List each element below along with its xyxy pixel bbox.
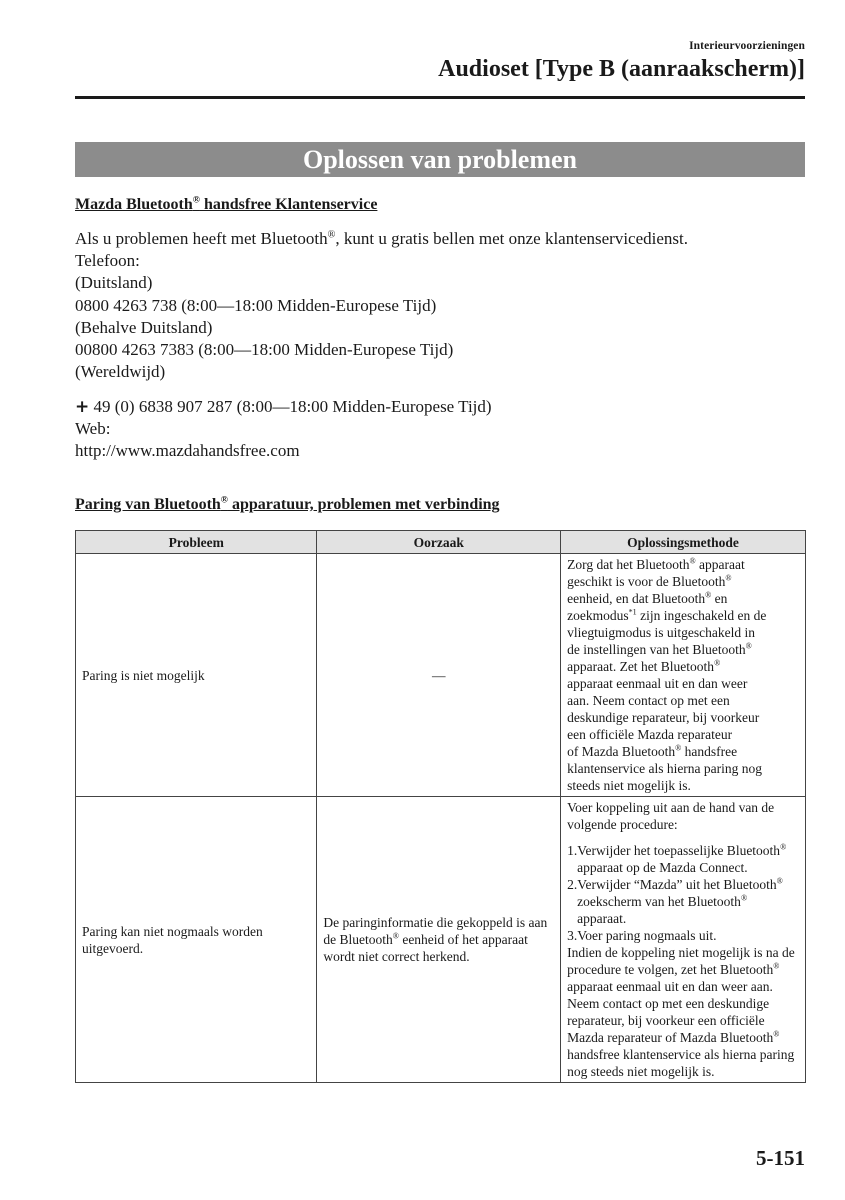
- solution-cell: Zorg dat het Bluetooth® apparaat geschikt is voor de Bluetooth® eenheid, en dat Bluetooth® en zoekmodus$^{*1}$ zijn ingeschakeld en de vliegtuigmodus is uitgeschakeld in de instellingen van het Bluetooth® apparaat. Zet het Bluetooth® apparaat eenmaal uit en dan weer aan. Neem contact op met een deskundige reparateur, bij voorkeur een officiële Mazda reparateur of Mazda Bluetooth® handsfree klantenservice als hierna paring nog steeds niet mogelijk is.: [561, 554, 806, 797]
- table-header-row: [76, 531, 806, 554]
- phone-outside-germany: 00800 4263 7383 (8:00—18:00 Midden-Europese Tijd): [75, 340, 454, 360]
- solution-step: 2.Verwijder “Mazda” uit het Bluetooth® zoekscherm van het Bluetooth® apparaat.: [567, 876, 783, 926]
- chapter-title: Interieurvoorzieningen: [689, 40, 805, 52]
- troubleshooting-table: [75, 530, 806, 1083]
- region-germany: (Duitsland): [75, 273, 153, 293]
- column-header-problem: Probleem: [76, 531, 317, 554]
- web-label: Web:: [75, 419, 111, 439]
- banner-title: Oplossen van problemen: [302, 144, 577, 174]
- column-header-cause: Oorzaak: [317, 531, 561, 554]
- region-outside-germany: (Behalve Duitsland): [75, 317, 213, 337]
- page-number: 5-151: [756, 1146, 805, 1170]
- service-web-block: [75, 396, 810, 463]
- page-banner: [75, 142, 805, 177]
- header-rule: [75, 96, 805, 99]
- problem-cell: Paring is niet mogelijk: [76, 554, 317, 797]
- problem-cell: Paring kan niet nogmaals worden uitgevoerd.: [76, 797, 317, 1083]
- table-row: [76, 797, 806, 1083]
- phone-germany: 0800 4263 738 (8:00—18:00 Midden-Europese Tijd): [75, 295, 437, 315]
- service-contact-block: [75, 228, 810, 383]
- service-heading: Mazda Bluetooth® handsfree Klantenservice: [75, 194, 378, 213]
- region-worldwide: (Wereldwijd): [75, 362, 166, 382]
- solution-outro: Indien de koppeling niet mogelijk is na de procedure te volgen, zet het Bluetooth® apparaat eenmaal uit en dan weer aan. Neem contact op met een deskundige reparateur, bij voorkeur een officiële Mazda reparateur of Mazda Bluetooth® handsfree klantenservice als hierna paring nog steeds niet mogelijk is.: [567, 945, 795, 1079]
- phone-worldwide: + 49 (0) 6838 907 287 (8:00—18:00 Midden-Europese Tijd): [75, 397, 492, 417]
- solution-cell: [561, 797, 806, 1083]
- phone-label: Telefoon:: [75, 251, 140, 271]
- web-url: http://www.mazdahandsfree.com: [75, 441, 300, 461]
- cause-cell: —: [317, 554, 561, 797]
- section-title: Audioset [Type B (aanraakscherm)]: [438, 56, 805, 82]
- column-header-solution: Oplossingsmethode: [561, 531, 806, 554]
- solution-step: 3.Voer paring nogmaals uit.: [567, 928, 717, 943]
- plus-sign: +: [75, 397, 90, 417]
- cause-cell: De paringinformatie die gekoppeld is aan de Bluetooth® eenheid of het apparaat wordt niet correct herkend.: [317, 797, 561, 1083]
- pairing-heading: Paring van Bluetooth® apparatuur, problemen met verbinding: [75, 494, 500, 513]
- solution-step: 1.Verwijder het toepasselijke Bluetooth® apparaat op de Mazda Connect.: [567, 842, 787, 875]
- service-intro: Als u problemen heeft met Bluetooth®, kunt u gratis bellen met onze klantenservicedienst.: [75, 229, 688, 248]
- solution-intro: Voer koppeling uit aan de hand van de volgende procedure:: [567, 800, 775, 832]
- table-row: [76, 554, 806, 797]
